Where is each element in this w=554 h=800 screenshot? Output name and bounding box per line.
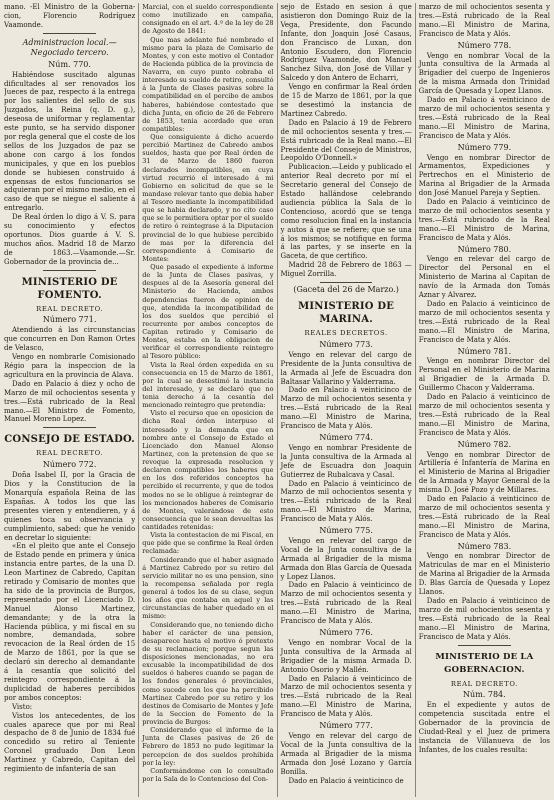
decree-label: REAL DECRETO. — [36, 449, 104, 458]
subsection-heading: Administracion local.—Negociado tercero. — [22, 37, 117, 57]
paragraph: sejo de Estado en sesion á que asistieron don Domingo Ruiz de la Vega, Presidente, don Facundo Infante, don Joaquin José Casaus, don Francisco de Luxan, don Antonio Escudero, don Florencio Rodríguez Vaamonde, don Manuel Sanchez Silva, don José de Villar y Salcedo y don Antero de Echarri, — [280, 3, 412, 83]
decree-number: Número 779. — [457, 142, 512, 152]
decree-number: Número 777. — [319, 721, 373, 731]
decree-number: Número 773. — [319, 339, 373, 349]
decree-number: Número 780. — [457, 244, 512, 254]
paragraph: Vista la Real órden expedida en su consecuencia en 15 de Marzo de 1861, por la cual se desestimó la instancia del interesado, y se declaró que no tenia derecho á la cesantía del mencionado reintegro que pretendia: — [142, 360, 274, 410]
paragraph: Visto: — [12, 702, 33, 711]
decree-number: Número 776. — [319, 628, 373, 637]
decree-label: REALES DECRETOS. — [304, 329, 388, 337]
paragraph: Visto el recurso que en oposicion de dicha Real órden interpuso el interesado y la demanda que en nombre ante el Consejo de Estado el Licenciado don Manuel Alonso Martinez, con la pretension de que se revoque la expresada resolucion y declaren compatibles los haberes que en los dos referidos conceptos ha percibido el recurrente, y que de todos modos no se le obligue á reintegrar de los mencionados haberes de Comisario de Montes, valerándose de esto consecuencia que le sean devueltas las cantidades retenidas: — [142, 409, 274, 531]
section-heading: MINISTERIO DE FOMENTO. — [21, 276, 118, 301]
paragraph: Vista la contestacion de mi Fiscal, en que pide que se confirme la Real órden reclamada: — [142, 531, 274, 556]
decree-number: Número 778. — [457, 40, 512, 50]
paragraph: Vengo en relevar del cargo de Director del Personal en el Ministerio de Marina al Capitan de navío de la Armada don Tomás Aznar y Alvarez. — [418, 255, 550, 300]
paragraph: Madrid 28 de Febrero de 1863 — Miguel Zorrilla. — [280, 261, 412, 279]
paragraph: Conformándome con lo consultado por la Sala de lo Contencioso del Con- — [142, 766, 274, 783]
paragraph: Vengo en confirmar la Real órden de 15 de Marzo de 1861, por la que se desestimó la instancia de Martinez Cabredo. — [280, 83, 412, 118]
paragraph: Vengo en nombrarle Comisionado Régio para la inspeccion de la agricultura en la provincia de Alava. — [4, 353, 136, 379]
column-2 — [138, 3, 273, 797]
decree-label: REAL DECRETO. — [450, 679, 518, 688]
paragraph: Vengo en nombrar Director del Personal en el Ministerio de Marina al Brigadier de la Armada D. Guillermo Chacon y Valderrama. — [418, 357, 550, 393]
section-heading: MINISTERIO DE MARINA. — [298, 301, 395, 325]
decree-number: Número 781. — [457, 346, 512, 356]
paragraph: mano. -El Ministro de la Goberna- cion, Florencio Rodríguez Vaamonde. — [4, 3, 136, 29]
paragraph: Dado en Palacio á veinticinco de Marzo de mil ochocientos sesenta y tres.—Está rubricado de la Real mano.—El Ministro de Marina, Francisco de Mata y Alós. — [280, 386, 412, 431]
paragraph: En el expediente y autos de competencia suscitada entre el Gobernador de la provincia de Ciudad-Real y el Juez de primera instancia de Villanueva de los Infantes, de los cuales resulta: — [418, 701, 550, 754]
paragraph: De Real órden lo digo á V. S. para su conocimiento y efectos oportunos. Dios guarde á V. S. muchos años. Madrid 18 de Marzo de 1863.—Vaamonde.—Sr. Gobernador de la provincia de... — [4, 213, 136, 266]
paragraph: Dado en Palacio á veinticinco de marzo de mil ochocientos sesenta y tres.—Está rubricado de la Real mano.—El Ministro de Marina, Francisco de Mata y Alós. — [418, 198, 550, 242]
paragraph: Habiéndose suscitado algunas dificultades al ser renovados los Jueces de paz, respecto á la entrega por los salientes del sello de sus Juzgados, la Reina (q. D. g.), deseosa de uniformar y reglamentar este punto, se ha servido disponer por regla general que el coste de los sellos de los Juzgados de paz se abone con cargo á los fondos municipales, y que en los pueblos donde se hubiesen construido á expensas de estos funcionarios se adquieran por el mismo medio, en el caso de que se niegue el saliente á entregarlo. — [4, 70, 136, 213]
paragraph: Dado en Palacio á veinticinco de — [288, 776, 404, 785]
paragraph: Dado en Palacio á veinticinco de marzo de mil ochocientos sesenta y tres.—Está rubricado de la Real mano.—El Ministro de Marina, Francisco de Mata y Alós. — [418, 300, 550, 344]
decree-number: Número 775. — [319, 526, 373, 536]
paragraph: Vengo en nombrar Vocal de la Junta consultiva de la Armada al Brigadier del cuerpo de Ingenieros de la misma Armada don Trinidad García de Quesada y Lopez Llanos. — [418, 51, 550, 96]
paragraph: Considerando que, no teniendo dicho haber el carácter de una pension, desaparece hasta el motivo ó pretexto de su reclamacion; porque segun las disposiciones mencionadas, no era excusable la incompatibilidad de dos sueldos ó haberes cuando se pagan de los fondos generales ó provinciales, como sucede con los que ha percibido Martinez Cabredo por su retiro y los destinos de Comisario de Montes y Jefe de la Seccion de Fomento de la provincia de Burgos: — [142, 620, 274, 726]
columns-container — [4, 3, 550, 797]
section-heading: MINISTERIO DE LA GOBERNACION. — [435, 651, 534, 675]
decree-number: Número 771. — [42, 315, 97, 325]
paragraph: marzo de mil ochocientos sesenta y tres.—Está rubricado de la Real mano.—El Ministro de Marina, Francisco de Mata y Alós. — [418, 3, 550, 38]
paragraph: Dado en Palacio á veinticinco de Marzo de mil ochocientos sesenta y tres.—Está rubricado de la Real mano.—El Ministro de Marina, Francisco de Mata y Alós. — [280, 479, 412, 524]
divider — [43, 33, 96, 34]
paragraph: Atendiendo á las circunstancias que concurren en Don Ramon Ortes de Velasco, — [4, 326, 136, 353]
paragraph: Considerando que el informe de la Junta de Clases pasivas de 26 de Febrero de 1853 no pudo legitimar la percepcion de dos sueldos prohibida por la ley: — [142, 726, 274, 767]
decree-number: Número 772. — [42, 460, 97, 470]
paragraph: Publicacion.—Leido y publicado el anterior Real decreto por mí el Secretario general del Consejo de Estado hallándose celebrando audiencia pública la Sala de lo Contencioso, acordó que se tenga como resolucion final en la instancia y autos á que se refiere; que se una á los mismos; se notifique en forma á las partes, y se inserte en la Gaceta, de que certifico. — [280, 163, 412, 261]
paragraph: Dado en Palacio á veinticinco de marzo de mil ochocientos sesenta y tres.—Está rubricado de la Real mano.—El Ministro de Marina, Francisco de Mata y Alós. — [418, 495, 550, 539]
decree-label: REAL DECRETO. — [36, 304, 104, 313]
decree-number: Número 783. — [457, 541, 512, 551]
paragraph: Doña Isabel II, por la Gracia de Dios y la Constitucion de la Monarquía española Reina de las Españas. A todos los que las presentes vieren y entendieren, y á quienes toca su observancia y cumplimiento, sabed: que he venido en decretar lo siguiente: — [4, 471, 136, 542]
section-heading: CONSEJO DE ESTADO. — [4, 434, 135, 446]
divider — [43, 427, 96, 428]
paragraph: Vengo en relevar del cargo de Presidente de la Junta consultiva de la Armada al Jefe de Escuadra don Baltasar Vallarino y Valderrama. — [280, 350, 412, 386]
paragraph: Vengo en nombrar Director de Artillería é Infantería de Marina en el Ministerio de Marina al Brigadier de la Armada y Mayor General de la misma D. José Pozo y de Millares. — [418, 450, 550, 495]
paragraph: Dado en Palacio á veinticinco de Marzo de mil ochocientos sesenta y tres.—Está rubricado de la Real mano.—El Ministro de Marina, Francisco de Mata y Alós. — [280, 674, 412, 719]
paragraph: Dado en Palacio á diez y ocho de Marzo de mil ochocientos sesenta y tres.—Está rubricado de la Real mano.—El Ministro de Fomento, Manuel Moreno Lopez. — [4, 379, 136, 424]
paragraph: Vengo en nombrar Director de Armamentos, Expediciones y Pertrechos en el Ministerio de Marina al Brigadier de la Armada don José Manuel Pareja y Septien. — [418, 153, 550, 198]
paragraph: Que consiguiente á dicho acuerdo percibió Martinez de Cabredo ambos sueldos, hasta que por Real órden de 31 de Marzo de 1860 fueron declarados incompatibles, en cuya virtud recurrió el interesado á mi Gobierno en solicitud de que se le mandase relevar tanto que debia haber al Tesoro mediante la incompatibilidad que se habia declarado, y no cito caso que se le permitiera optar por el sueldo de retiro ó reintegrase á la Diputacion provincial de lo que hubiese percibido de mas por la diferencia del correspondiente á Comisario de Montes: — [142, 133, 274, 263]
paragraph: Vengo en relevar del cargo de Vocal de la Junta consultiva de la Armada al Brigadier de la misma Armada don José Lozano y García Bonilla. — [280, 731, 412, 776]
divider — [43, 270, 96, 271]
paragraph: Dado en Palacio á veinticinco de marzo de mil ochocientos sesenta y tres.—Está rubricado de la Real mano.—El Ministro de Marina, Francisco de Mata y Alós. — [418, 393, 550, 437]
divider — [458, 645, 511, 646]
paragraph: Vengo en nombrar Presidente de la Junta consultiva de la Armada al Jefe de Escuadra don Joaquin Gutierrez de Rubalcava y Casal. — [280, 443, 412, 479]
divider — [320, 282, 373, 283]
column-4 — [415, 3, 550, 797]
paragraph: Vistos los antecedentes, de los cuales aparece que por mi Real despacho de 8 de Junio de 1834 fué concedido su retiro al Teniente Coronel graduado Don Leon Martinez y Cabredo, Capitan del regimiento de infantería de san — [4, 711, 136, 774]
decree-number: Número 774. — [319, 432, 373, 442]
decree-number: Núm. 770. — [48, 59, 91, 69]
paragraph: Vengo en relevar del cargo de Vocal de la Junta consultiva de la Armada al Brigadier de la misma Armada don Blas García de Quesada y Lopez Llanos. — [280, 536, 412, 581]
column-1 — [4, 3, 135, 797]
paragraph: Que pasado el expediente á informe de la Junta de Clases pasivas, y despues al de la Asesoría general del Ministerio de Hacienda, ambos dependencias fueron de opinion de que, atendida la incompatibilidad de los dos sueldos que percibió el recurrente por ambos conceptos de Capitan retirado y Comisario de Montes, estaba en la obligacion de verificar el correspondiente reintegro al Tesoro público: — [142, 263, 274, 361]
paragraph: Vengo en nombrar Vocal de la Junta consultiva de la Armada al Brigadier de la misma Armada D. Antonio Osorio y Mallén. — [280, 638, 412, 674]
paragraph: Dado en Palacio á veinticinco de Marzo de mil ochocientos sesenta y tres.—Está rubricado de la Real mano.—El Ministro de Marina, Francisco de Mata y Alós. — [280, 581, 412, 626]
paragraph: «En el pleito que ante el Consejo de Estado pende en primera y única instancia entre partes, de la una D. Leon Martinez de Cabredo, Capitan retirado y Comisario de montes que ha sido de la provincia de Burgos, representado por el Licenciado D. Manuel Alonso Martinez, demandante; y de la otra la Hacienda pública, y mi fiscal en su nombre, demandada, sobre revocacion de la Real órden de 15 de Marzo de 1861, por la que se declaró sin derecho al demandante á la cesantía que solicitó del reintegro correspondiente á la duplicidad de haberes percibidos por ambos conceptos: — [4, 542, 136, 702]
decree-number: Núm. 784. — [463, 690, 506, 700]
decree-number: Número 782. — [457, 439, 512, 449]
column-3 — [277, 3, 412, 797]
paragraph: Considerando que el haber asignado á Martinez Cabredo por su retiro del servicio militar no es una pension, sino la recompensa señalada por regla general á todos los de su clase, segun los años que contaba en aquel y las circunstancias de haber quedado en el mismo: — [142, 555, 274, 621]
paragraph: Dado en Palacio á 19 de Febrero de mil ochocientos sesenta y tres.—Está rubricado de la Real mano.—El Presidente del Consejo de Ministros, Leopoldo O'Donnell.» — [280, 118, 412, 163]
paragraph: Marcial, con el sueldo correspondiente como inutilizado en campaña, consignado en el art. 4.º de la ley de 28 de Agosto de 1841: — [142, 3, 274, 36]
paragraph: Dado en Palacio á veinticinco de marzo de mil ochocientos sesenta y tres.—Está rubricado de la Real mano.—El Ministro de Marina, Francisco de Mata y Alós. — [418, 597, 550, 641]
paragraph: Que mas adelante fué nombrado el mismo para la plaza de Comisario de Montes, y con este motivo el Contador de Hacienda pública de la provincia de Navarra, en cuyo punto cobraba el interesado su sueldo de retiro, consultó á la Junta de Clases pasivas sobre la compatibilidad en el percibo de ambos haberes, habiéndose contestado que dicha Junta, en oficio de 26 de Febrero de 1853, tenia acordado que eran compatibles: — [142, 35, 274, 133]
gaceta-date: (Gaceta del 26 de Marzo.) — [293, 285, 399, 295]
paragraph: Dado en Palacio á veinticinco de marzo de mil ochocientos sesenta y tres.—Está rubricado de la Real mano.—El Ministro de Marina, Francisco de Mata y Alós. — [418, 96, 550, 140]
paragraph: Vengo en nombrar Director de Matriculas de mar en el Ministerio de Marina al Brigadier de la Armada D. Blas García de Quesada y Lopez Llanos. — [418, 552, 550, 597]
